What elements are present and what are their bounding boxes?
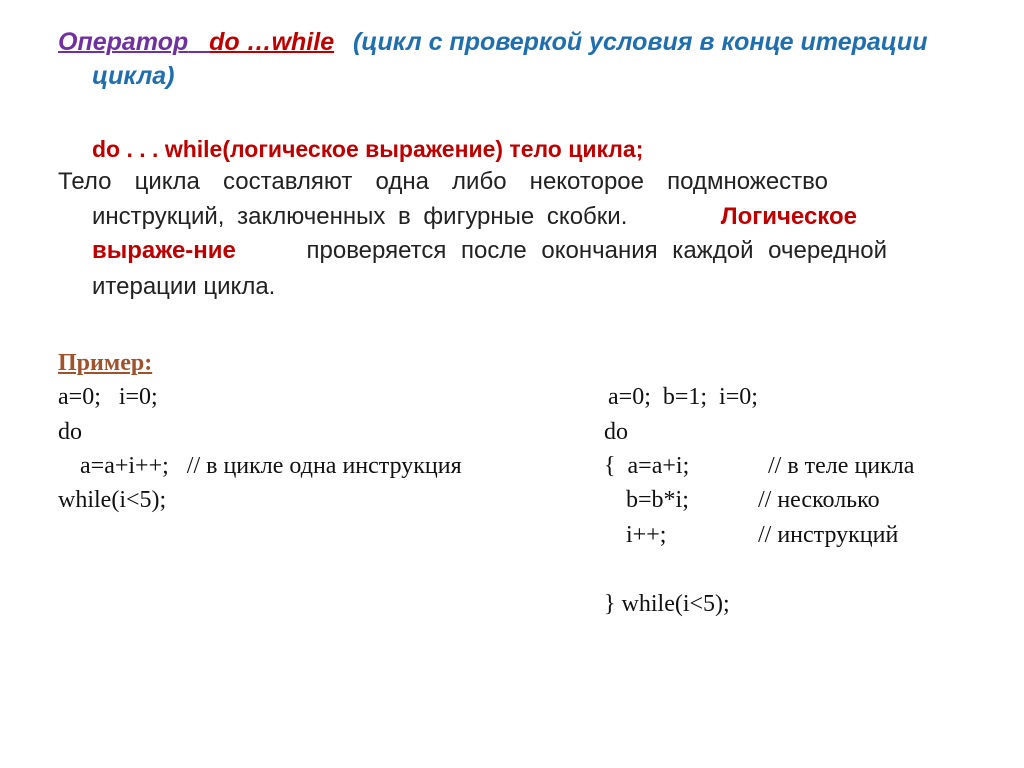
right-code-line-6: } while(i<5); xyxy=(604,591,730,617)
right-code-line-3: { a=a+i; xyxy=(604,453,690,479)
right-code-line-2: do xyxy=(604,419,628,445)
paragraph-keyword-expression: выраже-ние xyxy=(92,237,236,264)
right-code-line-4: b=b*i; xyxy=(626,487,689,513)
slide-title xyxy=(58,28,927,57)
paragraph-line-4: итерации цикла. xyxy=(92,273,276,300)
right-code-line-5: i++; xyxy=(626,522,667,548)
left-code-line-1: a=0; i=0; xyxy=(58,384,158,410)
left-code-line-2: do xyxy=(58,419,82,445)
paragraph-line-1: Тело цикла составляют одна либо некоторое подмножество xyxy=(58,168,828,195)
right-comment-line-5: // инструкций xyxy=(758,522,899,548)
right-comment-line-4: // несколько xyxy=(758,487,880,513)
title-condition: (цикл с проверкой условия в конце итерации xyxy=(353,28,928,56)
right-comment-line-3: // в теле цикла xyxy=(768,453,915,479)
left-code-line-3: a=a+i++; // в цикле одна инструкция xyxy=(80,453,462,479)
paragraph-line-2-text: инструкций, заключенных в фигурные скобки. xyxy=(92,203,628,230)
paragraph-keyword-logical: Логическое xyxy=(720,203,857,230)
title-condition-continuation: цикла) xyxy=(92,62,175,90)
right-code-line-1: a=0; b=1; i=0; xyxy=(608,384,758,410)
example-heading: Пример: xyxy=(58,350,153,376)
paragraph-line-2 xyxy=(92,203,857,231)
paragraph-line-3-text: проверяется после окончания каждой очередной xyxy=(306,237,887,264)
title-do-while: do …while xyxy=(209,28,335,56)
title-gap xyxy=(188,28,209,56)
left-code-line-4: while(i<5); xyxy=(58,487,167,513)
syntax-line: do . . . while(логическое выражение) тело цикла; xyxy=(92,136,644,162)
paragraph-line-3 xyxy=(92,237,887,265)
title-operator: Оператор xyxy=(58,28,189,56)
